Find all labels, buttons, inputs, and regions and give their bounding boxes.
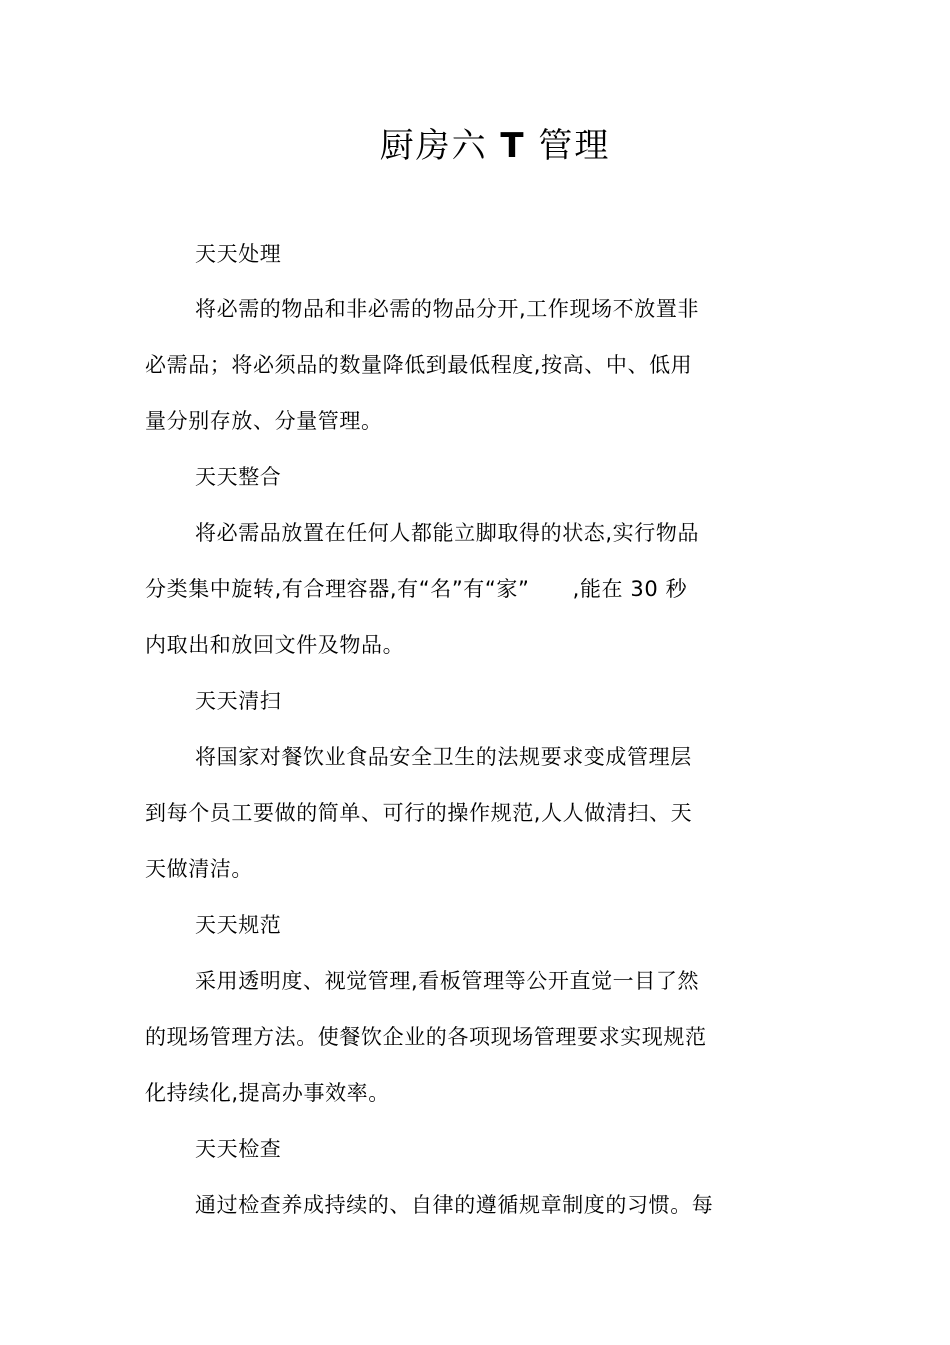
paragraph-line: 将国家对餐饮业食品安全卫生的法规要求变成管理层	[195, 745, 692, 769]
paragraph-line: 量分别存放、分量管理。	[145, 409, 383, 433]
title-prefix: 厨房六	[379, 126, 488, 166]
paragraph-line: 通过检查养成持续的、自律的遵循规章制度的习惯。每	[195, 1193, 714, 1217]
paragraph-line: 采用透明度、视觉管理,看板管理等公开直觉一目了然	[195, 969, 700, 993]
section-heading-organize: 天天整合	[195, 465, 282, 489]
section-heading-handle: 天天处理	[195, 242, 282, 266]
paragraph-line: 内取出和放回文件及物品。	[145, 633, 405, 657]
section-heading-clean: 天天清扫	[195, 689, 282, 713]
paragraph-line: 到每个员工要做的简单、可行的操作规范,人人做清扫、天	[145, 801, 693, 825]
title-suffix: 管理	[538, 126, 611, 166]
section-heading-standardize: 天天规范	[195, 913, 282, 937]
paragraph-line: 将必需品放置在任何人都能立脚取得的状态,实行物品	[195, 521, 700, 545]
title-letter: T	[500, 126, 526, 166]
document-title	[0, 118, 950, 174]
section-heading-inspect: 天天检查	[195, 1137, 282, 1161]
paragraph-line: 化持续化,提高办事效率。	[145, 1081, 390, 1105]
paragraph-line: 分类集中旋转,有合理容器,有“名”有“家” ,能在 30 秒	[145, 577, 688, 601]
paragraph-line: 天做清洁。	[145, 857, 253, 881]
paragraph-line: 将必需的物品和非必需的物品分开,工作现场不放置非	[195, 297, 700, 321]
paragraph-line: 的现场管理方法。使餐饮企业的各项现场管理要求实现规范	[145, 1025, 707, 1049]
paragraph-line: 必需品；将必须品的数量降低到最低程度,按高、中、低用	[145, 353, 693, 377]
